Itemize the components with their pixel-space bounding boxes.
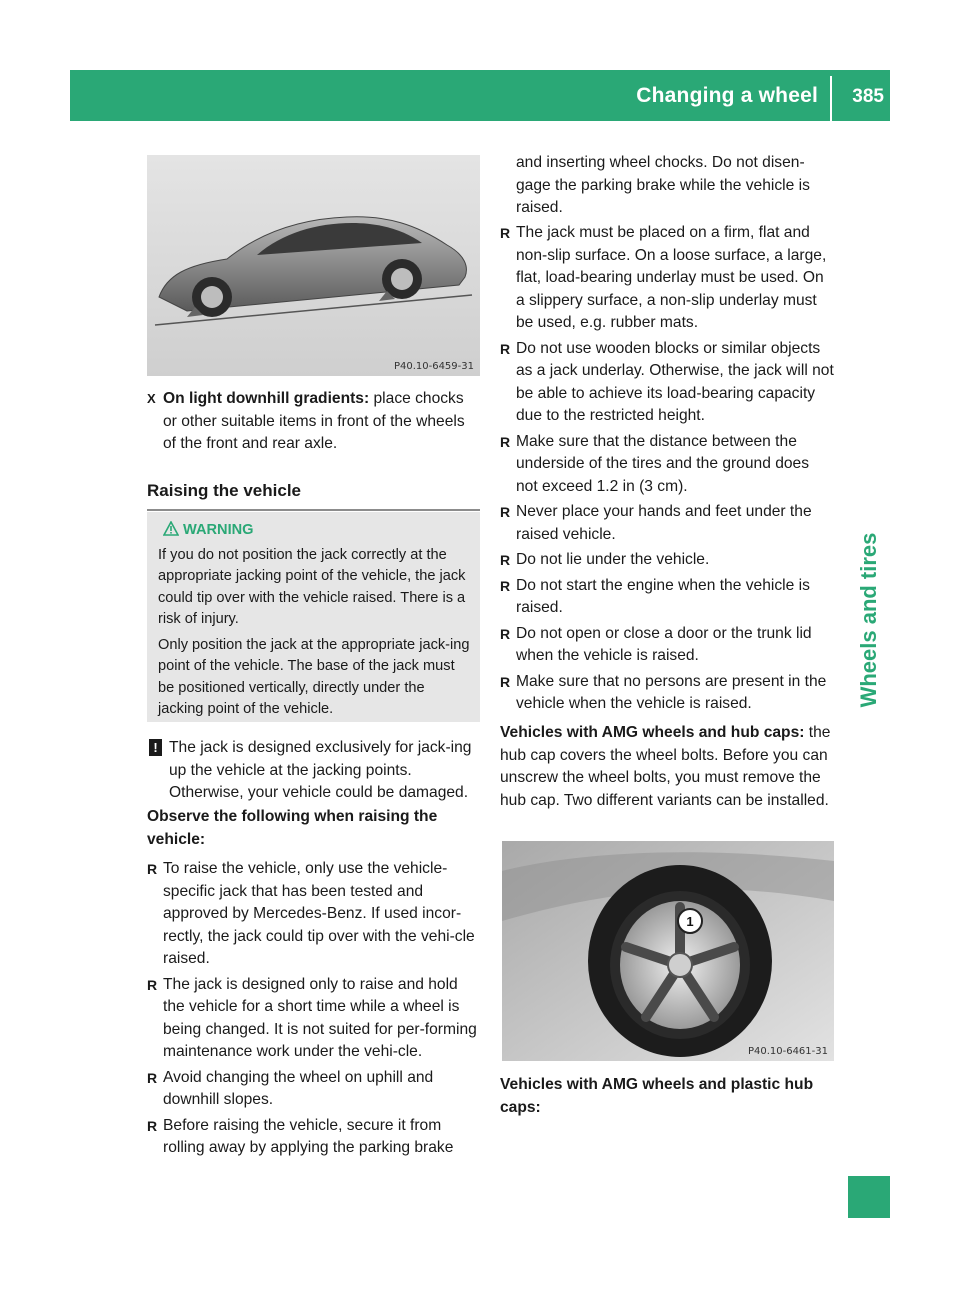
bullet-item bbox=[500, 338, 835, 428]
bullet-text: Before raising the vehicle, secure it from rolling away by applying the parking brake bbox=[163, 1116, 454, 1156]
observe-heading: Observe the following when raising the vehicle: bbox=[147, 808, 438, 848]
bullet-item bbox=[147, 858, 480, 971]
bullet-marker: R bbox=[500, 504, 511, 520]
bullet-item bbox=[500, 623, 835, 668]
figure-code: P40.10-6459-31 bbox=[393, 361, 474, 372]
amg-heading: Vehicles with AMG wheels and hub caps: bbox=[500, 724, 805, 741]
amg-wheel-image bbox=[502, 841, 834, 1061]
step-text: place chocks or other suitable items in front of the wheels of the front and rear axle. bbox=[163, 390, 465, 452]
plastic-heading: Vehicles with AMG wheels and plastic hub caps: bbox=[500, 1076, 814, 1116]
figure-code: P40.10-6461-31 bbox=[747, 1046, 828, 1057]
bullet-marker: R bbox=[147, 1117, 158, 1134]
continued-text: and inserting wheel chocks. Do not disen-gage the parking brake while the vehicle is raised. bbox=[516, 154, 810, 216]
warning-triangle-icon bbox=[163, 521, 179, 536]
section-side-tab bbox=[848, 532, 890, 708]
bullet-text: Do not start the engine when the vehicle is raised. bbox=[516, 576, 810, 616]
page-number: 385 bbox=[852, 86, 884, 107]
bullet-item bbox=[147, 1115, 480, 1160]
bullet-item bbox=[500, 501, 835, 546]
warning-instruction: Only position the jack at the appropriate jack-ing point of the vehicle. The base of the jack must be positioned vertically, directly under the jacking point of the vehicle. bbox=[158, 636, 470, 717]
bullet-text: The jack must be placed on a firm, flat and non-slip surface. On a loose surface, a large, flat, load-bearing underlay must be used. On a slippery surface, a non-slip underlay must be used, e.g. rubber mats. bbox=[516, 224, 827, 331]
bullet-marker: R bbox=[500, 673, 511, 690]
bullet-text: Do not lie under the vehicle. bbox=[516, 551, 710, 568]
bullet-item bbox=[147, 974, 480, 1064]
bullet-text: Make sure that no persons are present in the vehicle when the vehicle is raised. bbox=[516, 672, 827, 712]
observe-list-right bbox=[500, 222, 835, 719]
page-header bbox=[70, 70, 890, 121]
side-tab-label: Wheels and tires bbox=[856, 532, 881, 708]
notice-text: The jack is designed exclusively for jack-ing up the vehicle at the jacking points. Otherwise, your vehicle could be damaged. bbox=[169, 739, 472, 801]
bullet-marker: R bbox=[147, 976, 158, 993]
warning-box bbox=[147, 512, 480, 722]
car-on-slope-image bbox=[147, 155, 480, 376]
notice bbox=[147, 737, 480, 805]
bullet-marker: R bbox=[500, 577, 511, 594]
warning-text: If you do not position the jack correctly at the appropriate jacking point of the vehicle, the jack could tip over with the vehicle raised. There is a risk of injury. bbox=[158, 546, 466, 627]
amg-paragraph bbox=[500, 722, 835, 812]
bullet-item bbox=[500, 549, 835, 572]
bullet-item bbox=[147, 1067, 480, 1112]
warning-label: WARNING bbox=[183, 522, 254, 538]
bullet-marker: R bbox=[500, 625, 511, 642]
step-heading: On light downhill gradients: bbox=[163, 390, 370, 407]
amg-text: the hub cap covers the wheel bolts. Before you can unscrew the wheel bolts, you must remove the hub cap. Two different variants can be installed. bbox=[500, 724, 831, 809]
section-heading: Raising the vehicle bbox=[147, 480, 480, 511]
bullet-item bbox=[500, 671, 835, 716]
bullet-marker: R bbox=[500, 340, 511, 357]
bullet-item bbox=[500, 575, 835, 620]
car-illustration bbox=[147, 155, 480, 376]
bullet-marker: R bbox=[500, 433, 511, 450]
action-step bbox=[147, 388, 480, 456]
wheel-illustration bbox=[502, 841, 834, 1061]
bullet-marker: R bbox=[500, 552, 511, 568]
bullet-text: Avoid changing the wheel on uphill and downhill slopes. bbox=[163, 1068, 434, 1108]
bullet-text: Do not open or close a door or the trunk lid when the vehicle is raised. bbox=[516, 624, 812, 664]
bullet-text: The jack is designed only to raise and hold the vehicle for a short time while a wheel is being changed. It is not suited for per-forming maintenance work under the vehi-cle. bbox=[163, 975, 477, 1060]
chapter-title: Changing a wheel bbox=[636, 84, 818, 107]
callout-number: 1 bbox=[686, 914, 694, 929]
bullet-text: To raise the vehicle, only use the vehicle-specific jack that has been tested and approved by Mercedes-Benz. If used incor-rectly, the jack could tip over with the vehi-cle raised. bbox=[163, 860, 475, 967]
observe-list-left bbox=[147, 858, 480, 1163]
bullet-marker: R bbox=[147, 861, 158, 877]
warning-heading bbox=[163, 520, 472, 542]
bullet-text: Make sure that the distance between the underside of the tires and the ground does not exceed 1.2 in (3 cm). bbox=[516, 432, 810, 495]
header-divider bbox=[830, 76, 832, 121]
side-tab-marker bbox=[848, 1176, 890, 1218]
arrow-marker: X bbox=[147, 391, 156, 406]
notice-icon: ! bbox=[149, 739, 162, 756]
bullet-text: Do not use wooden blocks or similar objects as a jack underlay. Otherwise, the jack will not be able to achieve its load-bearing capacity due to the restricted height. bbox=[516, 339, 834, 424]
bullet-item bbox=[500, 431, 835, 499]
bullet-text: Never place your hands and feet under the raised vehicle. bbox=[516, 503, 812, 543]
bullet-item bbox=[500, 222, 835, 335]
bullet-marker: R bbox=[147, 1069, 158, 1086]
bullet-marker: R bbox=[500, 225, 511, 241]
